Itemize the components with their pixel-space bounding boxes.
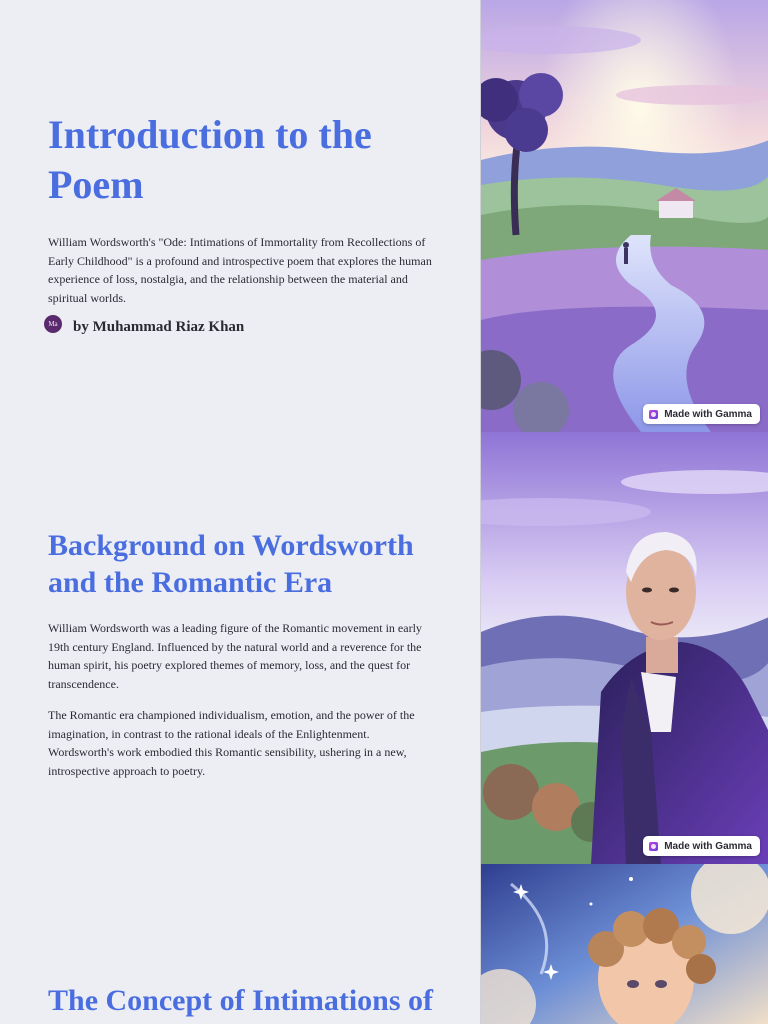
slide-intimations xyxy=(0,864,768,1024)
made-with-gamma-badge[interactable] xyxy=(643,404,760,424)
landscape-image xyxy=(481,0,768,432)
gamma-logo-icon xyxy=(649,842,658,851)
wordsworth-portrait xyxy=(480,432,768,864)
child-illustration xyxy=(480,864,768,1024)
slide-1-body: William Wordsworth's "Ode: Intimations of Immortality from Recollections of Early Childhood" is a profound and introspective poem that explores the human experience of loss, nostalgia, and the relationship between the material and spiritual worlds. xyxy=(48,235,432,305)
badge-label: Made with Gamma xyxy=(664,408,752,420)
author-name: by Muhammad Riaz Khan xyxy=(73,319,245,335)
made-with-gamma-badge[interactable] xyxy=(643,836,760,856)
slide-3-text xyxy=(48,982,448,1019)
slide-2-title: Background on Wordsworth and the Romantic Era xyxy=(48,529,414,599)
portrait-image xyxy=(481,432,768,864)
author-row xyxy=(48,319,433,336)
author-avatar: Ma xyxy=(44,315,62,333)
child-image xyxy=(481,864,768,1024)
gamma-logo-icon xyxy=(649,410,658,419)
badge-label: Made with Gamma xyxy=(664,840,752,852)
slide-2-paragraph-2: The Romantic era championed individualism, emotion, and the power of the imagination, in contrast to the rational ideals of the Enlightenment. Wordsworth's work embodied this Romantic sensibility, ushering in a new, introspective approach to poetry. xyxy=(48,708,415,778)
slide-1-text xyxy=(48,110,433,336)
slide-background xyxy=(0,432,768,864)
slide-1-title: Introduction to the Poem xyxy=(48,112,372,207)
landscape-illustration xyxy=(480,0,768,432)
slide-introduction xyxy=(0,0,768,432)
slide-2-text xyxy=(48,527,433,780)
slide-2-paragraph-1: William Wordsworth was a leading figure of the Romantic movement in early 19th century England. Influenced by the natural world and a reverence for the human spirit, his poetry explored themes of memory, loss, and the quest for transcendence. xyxy=(48,621,422,691)
slide-3-title: The Concept of Intimations of xyxy=(48,984,434,1017)
